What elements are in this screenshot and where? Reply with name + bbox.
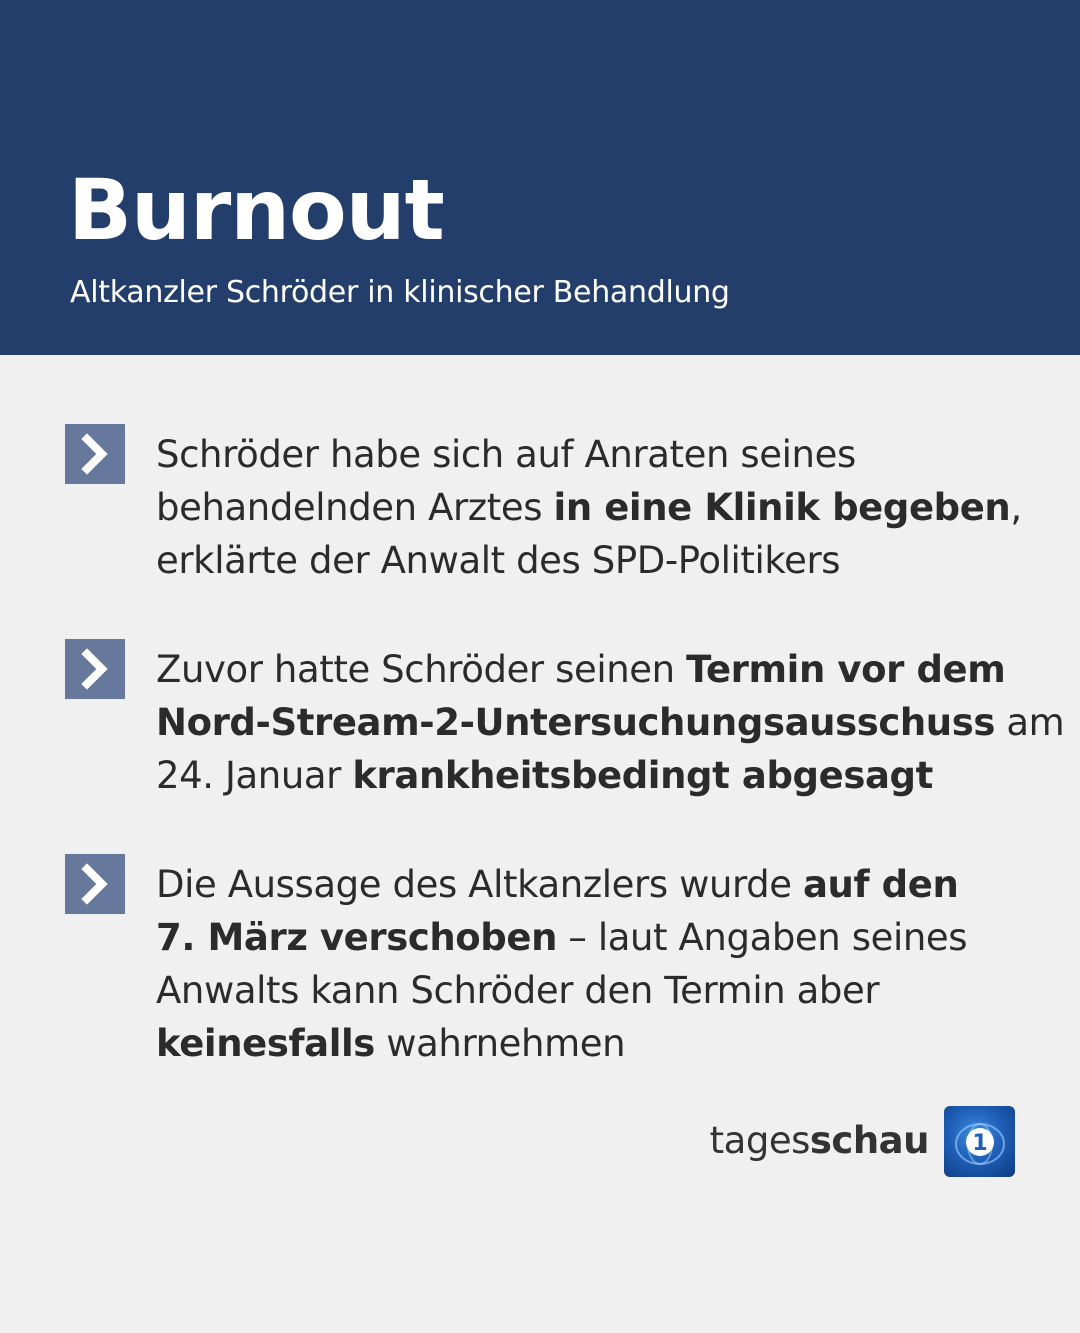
bold-text-run: Termin vor dem	[686, 648, 1006, 691]
text-run: wahrnehmen	[374, 1022, 626, 1065]
das-erste-logo-icon	[944, 1106, 1015, 1177]
text-run: am	[995, 701, 1065, 744]
text-run: Schröder habe sich auf Anraten seines	[156, 433, 856, 476]
bullet-text-line	[156, 911, 1036, 964]
bullet-text	[156, 643, 1065, 802]
bold-text-run: keinesfalls	[156, 1022, 375, 1065]
page-title: Burnout	[68, 161, 444, 259]
bullet-text-line	[156, 858, 1036, 911]
page-subtitle: Altkanzler Schröder in klinischer Behandlung	[70, 275, 730, 310]
bold-text-run: Nord-Stream-2-Untersuchungsausschuss	[156, 701, 995, 744]
bold-text-run: 7. März verschoben	[156, 916, 558, 959]
bullet-text-line	[156, 749, 1036, 802]
bold-text-run: auf den	[802, 863, 959, 906]
text-run: – laut Angaben seines	[557, 916, 968, 959]
bullet-text-line	[156, 964, 1036, 1017]
logo-text-bold: schau	[809, 1119, 929, 1162]
bullet-text-line	[156, 1017, 1036, 1070]
logo-icon-label: 1	[972, 1131, 988, 1156]
bullet-text-line	[156, 696, 1065, 749]
logo-text-regular: tages	[709, 1119, 810, 1162]
bullet-text	[156, 428, 1036, 587]
text-run: Die Aussage des Altkanzlers wurde	[156, 863, 803, 906]
logo-wordmark	[710, 1116, 929, 1166]
text-run: Anwalts kann Schröder den Termin aber	[156, 969, 880, 1012]
text-run: ,	[1010, 486, 1022, 529]
bullet-text	[156, 858, 1036, 1070]
text-run: erklärte der Anwalt des SPD-Politikers	[156, 539, 841, 582]
bold-text-run: krankheitsbedingt abgesagt	[352, 754, 933, 797]
bold-text-run: in eine Klinik begeben	[553, 486, 1011, 529]
chevron-right-icon	[65, 639, 125, 699]
bullet-text-line	[156, 534, 1036, 587]
chevron-right-icon	[65, 424, 125, 484]
text-run: 24. Januar	[156, 754, 353, 797]
bullet-text-line	[156, 643, 1036, 696]
chevron-right-icon	[65, 854, 125, 914]
bullet-text-line	[156, 481, 1036, 534]
bullet-text-line	[156, 428, 1036, 481]
text-run: Zuvor hatte Schröder seinen	[156, 648, 687, 691]
header-banner	[0, 0, 1080, 355]
text-run: behandelnden Arztes	[156, 486, 554, 529]
